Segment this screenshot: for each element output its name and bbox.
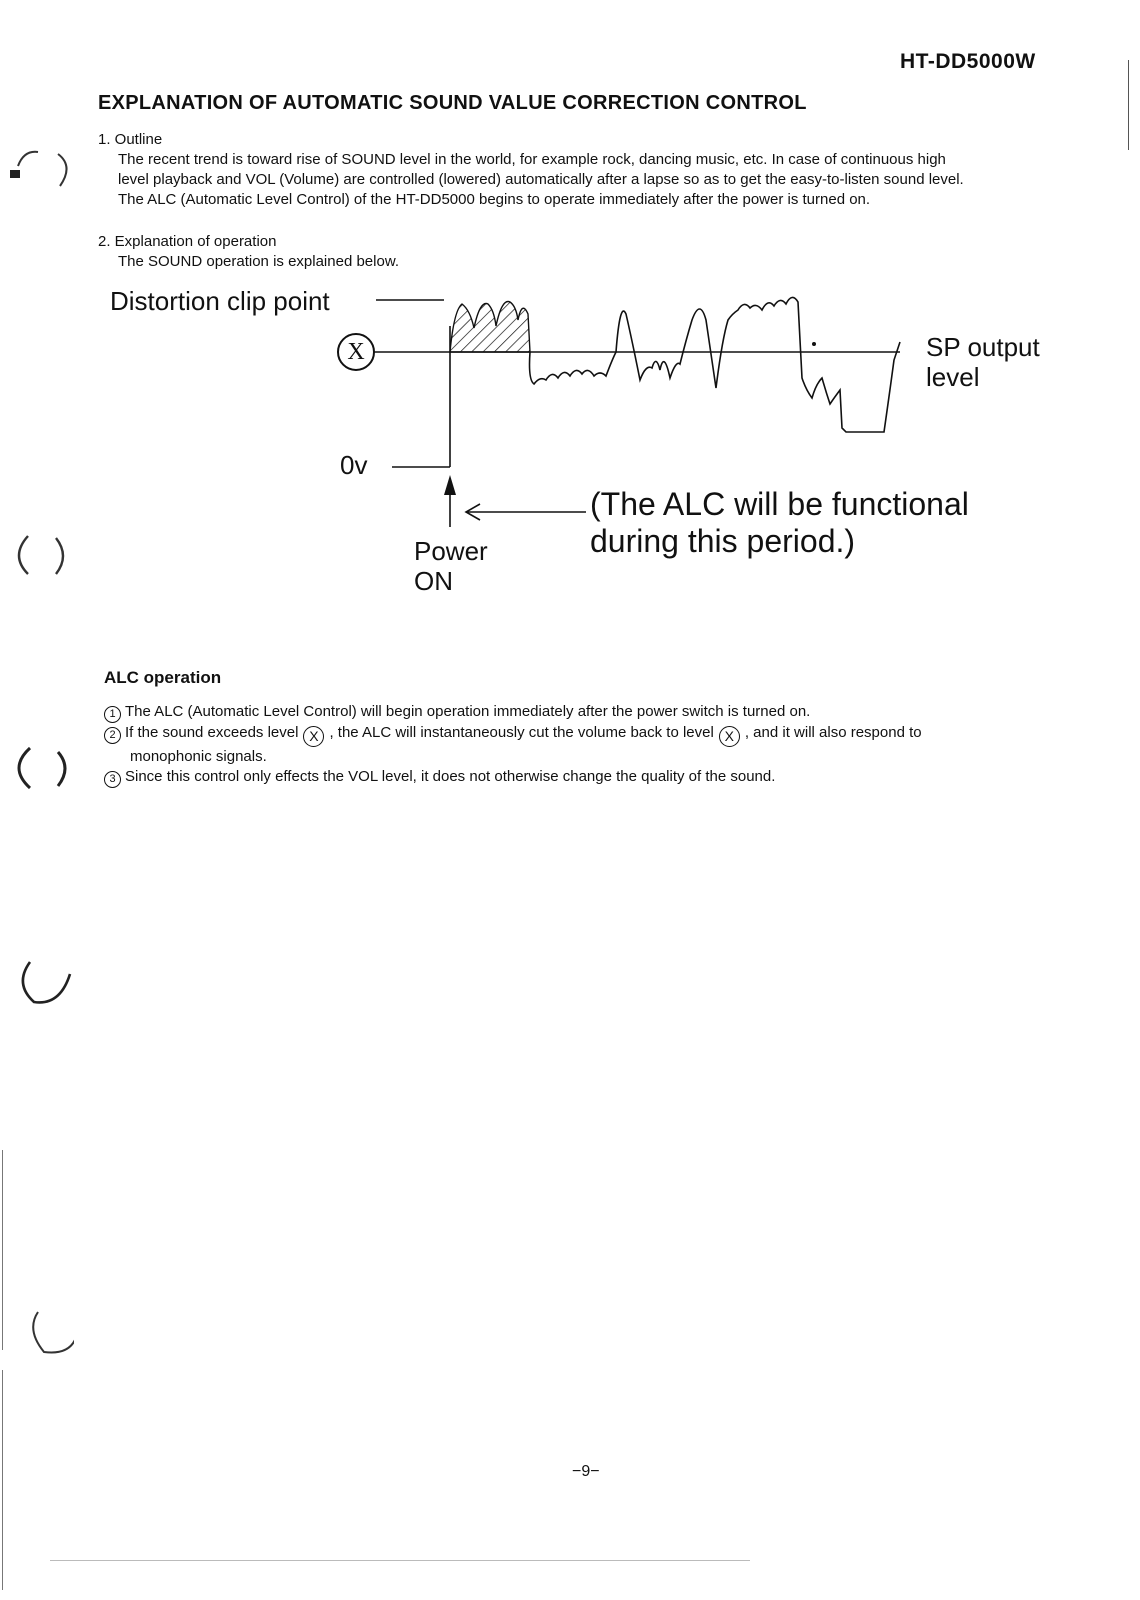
- alc-diagram: [0, 280, 1140, 620]
- level-x-symbol: X: [719, 726, 740, 747]
- scan-edge-left: [2, 1150, 3, 1350]
- alc-waveform-svg: [0, 280, 1140, 620]
- sp-output-label: [926, 332, 1040, 392]
- alc-item-2-text-a: If the sound exceeds level: [125, 724, 299, 741]
- alc-item-2-text-b: , the ALC will instantaneously cut the volume back to level: [329, 724, 714, 741]
- binder-hole-mark: [4, 526, 74, 586]
- section-operation-body: The SOUND operation is explained below.: [118, 253, 399, 270]
- alc-item-3: [104, 767, 1064, 788]
- section-outline-heading: 1. Outline: [98, 131, 163, 148]
- section-operation-heading: 2. Explanation of operation: [98, 233, 277, 250]
- zero-volt-label: 0v: [340, 450, 368, 480]
- alc-item-3-text: Since this control only effects the VOL level, it does not otherwise change the quality of the sound.: [125, 768, 776, 785]
- waveform-dot: [812, 342, 816, 346]
- binder-hole-mark: [4, 140, 74, 200]
- sp-output-line-2: level: [926, 362, 980, 392]
- section-outline-body: [118, 150, 1063, 210]
- item-number-badge: 1: [104, 706, 121, 723]
- alc-functional-note: [590, 486, 969, 560]
- binder-hole-mark: [4, 1300, 74, 1360]
- outline-line-1: The recent trend is toward rise of SOUND level in the world, for example rock, dancing music, etc. In case of continuous high: [118, 151, 946, 168]
- binder-hole-mark: [4, 950, 74, 1010]
- alc-item-1-text: The ALC (Automatic Level Control) will begin operation immediately after the power switch is turned on.: [125, 703, 811, 720]
- alc-item-2-continued: monophonic signals.: [130, 748, 267, 765]
- scan-edge-left-lower: [2, 1370, 3, 1590]
- alc-item-2: [104, 723, 1064, 747]
- model-number: HT-DD5000W: [900, 50, 1036, 73]
- page-title: EXPLANATION OF AUTOMATIC SOUND VALUE CORRECTION CONTROL: [98, 92, 807, 114]
- outline-line-2: level playback and VOL (Volume) are controlled (lowered) automatically after a lapse so as to get the easy-to-listen sound level.: [118, 171, 964, 188]
- item-number-badge: 2: [104, 727, 121, 744]
- power-label: Power: [414, 536, 488, 566]
- power-on-label: [414, 536, 488, 596]
- clip-point-label: Distortion clip point: [110, 286, 330, 316]
- alc-operation-heading: ALC operation: [104, 668, 222, 687]
- alc-item-1: [104, 702, 1064, 723]
- level-x-symbol: X: [347, 339, 365, 365]
- level-x-symbol: X: [303, 726, 324, 747]
- outline-line-3: The ALC (Automatic Level Control) of the HT-DD5000 begins to operate immediately after the power is turned on.: [118, 191, 871, 208]
- alc-note-line-1: (The ALC will be functional: [590, 486, 969, 522]
- item-number-badge: 3: [104, 771, 121, 788]
- alc-item-2-text-c: , and it will also respond to: [744, 724, 922, 741]
- scan-edge-right: [1128, 60, 1129, 150]
- alc-note-line-2: during this period.): [590, 523, 856, 559]
- sp-output-line-1: SP output: [926, 332, 1040, 362]
- page-number: −9−: [572, 1463, 600, 1480]
- sp-output-waveform: [530, 297, 901, 432]
- power-arrow-head: [444, 475, 456, 495]
- scan-edge-bottom: [50, 1560, 750, 1561]
- binder-hole-mark: [4, 738, 74, 798]
- clipped-region: [450, 302, 530, 353]
- alc-operation-list: [104, 702, 1064, 788]
- on-label: ON: [414, 566, 453, 596]
